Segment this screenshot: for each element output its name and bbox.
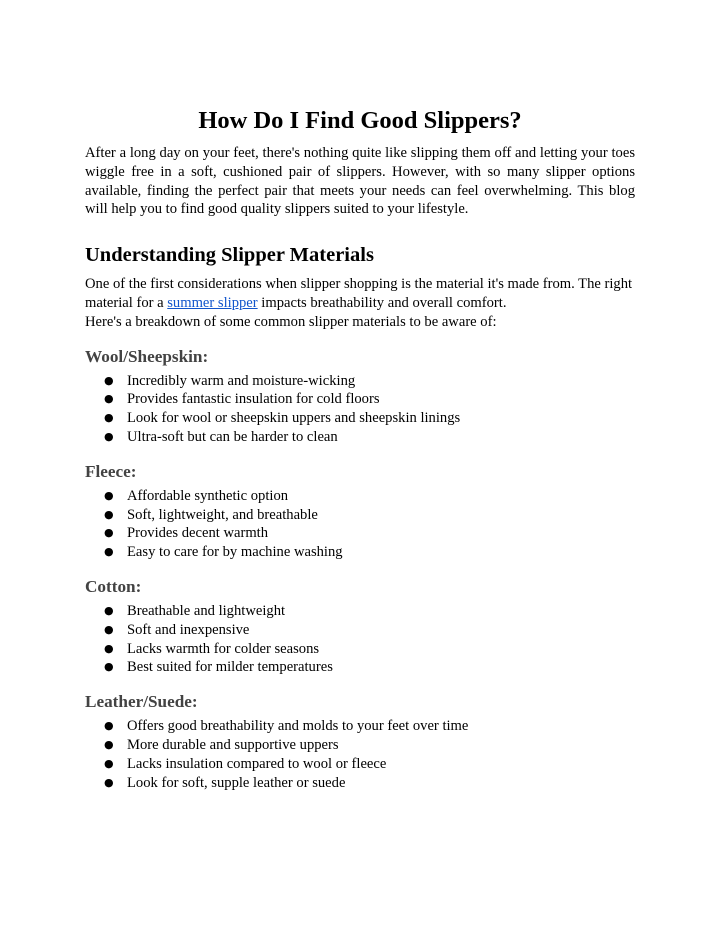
material-bullet-list bbox=[85, 372, 635, 447]
list-item-text: Best suited for milder temperatures bbox=[127, 659, 333, 676]
list-item-text: Lacks warmth for colder seasons bbox=[127, 640, 320, 657]
bullet-icon: ● bbox=[104, 507, 114, 521]
list-item bbox=[85, 428, 635, 447]
materials-intro-line2: Here's a breakdown of some common slipper materials to be aware of: bbox=[85, 313, 497, 330]
list-item-text: Easy to care for by machine washing bbox=[127, 544, 343, 561]
bullet-icon: ● bbox=[104, 756, 114, 770]
list-item-text: Soft and inexpensive bbox=[127, 621, 250, 638]
list-item bbox=[85, 487, 635, 506]
list-item bbox=[85, 755, 635, 774]
summer-slipper-link[interactable]: summer slipper bbox=[167, 294, 258, 311]
list-item-text: Offers good breathability and molds to your feet over time bbox=[127, 718, 469, 735]
list-item bbox=[85, 506, 635, 525]
list-item-text: Lacks insulation compared to wool or fleece bbox=[127, 755, 387, 772]
bullet-icon: ● bbox=[104, 603, 114, 617]
bullet-icon: ● bbox=[104, 719, 114, 733]
bullet-icon: ● bbox=[104, 488, 114, 502]
material-heading: Fleece: bbox=[85, 461, 137, 481]
list-item-text: More durable and supportive uppers bbox=[127, 736, 339, 753]
bullet-icon: ● bbox=[104, 660, 114, 674]
list-item bbox=[85, 736, 635, 755]
list-item bbox=[85, 409, 635, 428]
material-leather-section bbox=[85, 690, 635, 792]
materials-intro-text-after-link: impacts breathability and overall comfort. bbox=[257, 294, 507, 311]
list-item bbox=[85, 621, 635, 640]
intro-paragraph: After a long day on your feet, there's nothing quite like slipping them off and letting your toes wiggle free in a soft, cushioned pair of slippers. However, with so many slipper options available, finding the perfect pair that meets your needs can feel overwhelming. This blog will help you to find good quality slippers suited to your lifestyle. bbox=[85, 145, 635, 218]
list-item bbox=[85, 717, 635, 736]
list-item-text: Provides decent warmth bbox=[127, 525, 269, 542]
materials-intro-paragraph bbox=[85, 275, 635, 331]
bullet-icon: ● bbox=[104, 373, 114, 387]
list-item-text: Provides fantastic insulation for cold floors bbox=[127, 391, 380, 408]
bullet-icon: ● bbox=[104, 737, 114, 751]
list-item bbox=[85, 774, 635, 793]
materials-intro-text: One of the first considerations when slipper shopping is the material it's made from. The right material for a bbox=[85, 276, 633, 311]
bullet-icon: ● bbox=[104, 622, 114, 636]
list-item bbox=[85, 658, 635, 677]
material-wool-section bbox=[85, 345, 635, 447]
list-item bbox=[85, 543, 635, 562]
material-fleece-section bbox=[85, 460, 635, 562]
list-item bbox=[85, 390, 635, 409]
bullet-icon: ● bbox=[104, 392, 114, 406]
material-heading: Cotton: bbox=[85, 576, 142, 596]
material-cotton-section bbox=[85, 575, 635, 677]
list-item-text: Affordable synthetic option bbox=[127, 487, 289, 504]
list-item bbox=[85, 524, 635, 543]
list-item bbox=[85, 372, 635, 391]
bullet-icon: ● bbox=[104, 641, 114, 655]
list-item-text: Look for soft, supple leather or suede bbox=[127, 774, 346, 791]
material-bullet-list bbox=[85, 717, 635, 792]
page-title: How Do I Find Good Slippers? bbox=[198, 107, 522, 134]
bullet-icon: ● bbox=[104, 429, 114, 443]
list-item bbox=[85, 602, 635, 621]
material-heading: Wool/Sheepskin: bbox=[85, 346, 209, 366]
bullet-icon: ● bbox=[104, 411, 114, 425]
list-item-text: Breathable and lightweight bbox=[127, 602, 286, 619]
list-item-text: Incredibly warm and moisture-wicking bbox=[127, 372, 356, 389]
bullet-icon: ● bbox=[104, 526, 114, 540]
section-heading: Understanding Slipper Materials bbox=[85, 244, 374, 267]
list-item bbox=[85, 640, 635, 659]
bullet-icon: ● bbox=[104, 545, 114, 559]
material-heading: Leather/Suede: bbox=[85, 692, 198, 712]
list-item-text: Soft, lightweight, and breathable bbox=[127, 506, 318, 523]
document-page bbox=[85, 104, 635, 792]
material-bullet-list bbox=[85, 487, 635, 562]
list-item-text: Look for wool or sheepskin uppers and sheepskin linings bbox=[127, 410, 461, 427]
bullet-icon: ● bbox=[104, 775, 114, 789]
material-bullet-list bbox=[85, 602, 635, 677]
list-item-text: Ultra-soft but can be harder to clean bbox=[127, 428, 338, 445]
